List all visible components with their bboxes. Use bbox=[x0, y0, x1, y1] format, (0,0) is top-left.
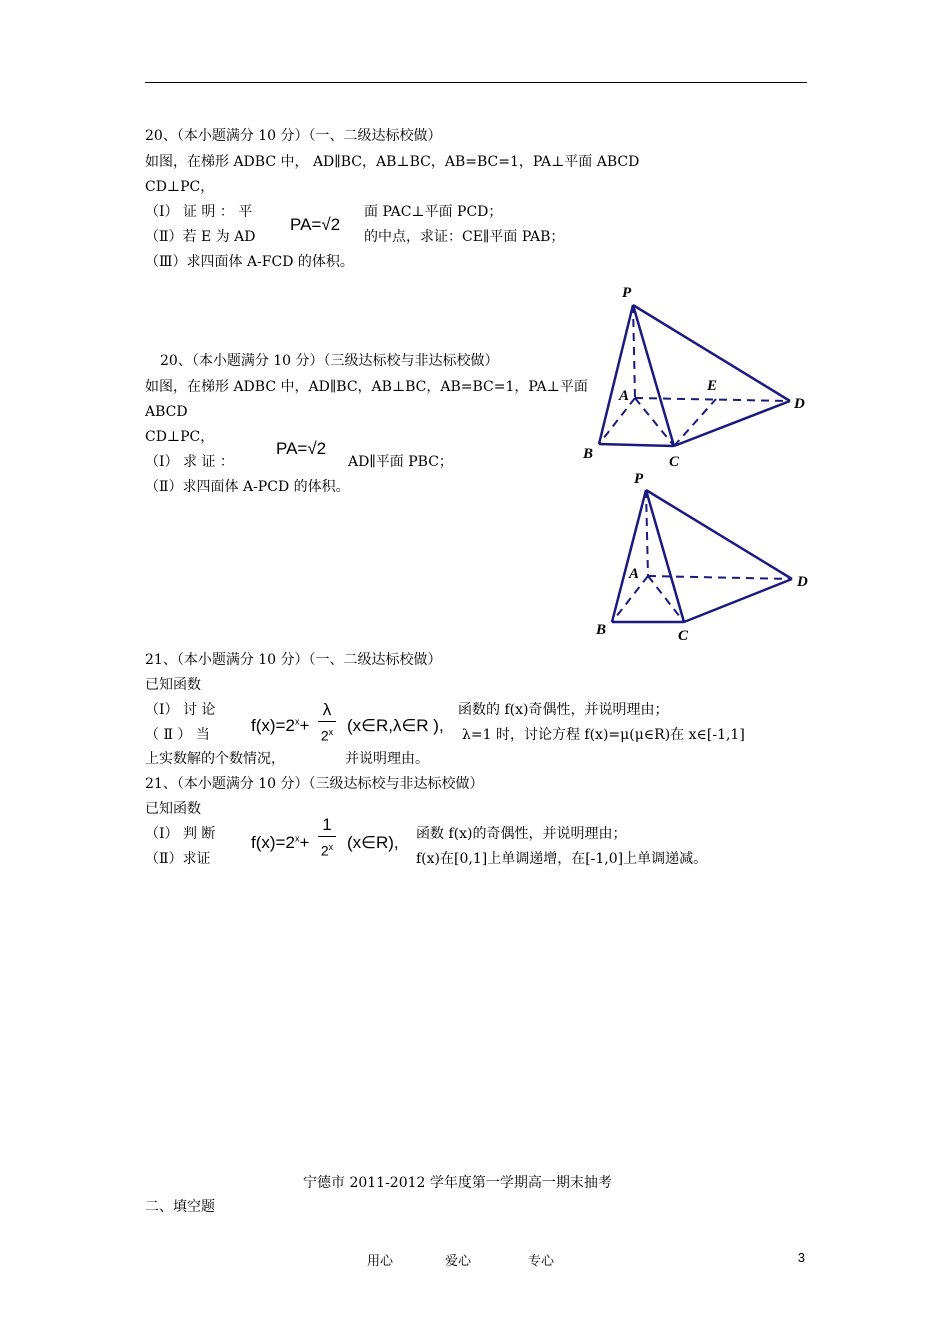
q20b-line2: CD⊥PC， bbox=[145, 429, 215, 445]
q21a-domain: (x∈R,λ∈R ), bbox=[347, 716, 444, 735]
q21b-formula: $f(x)=2^x+$ bbox=[251, 833, 310, 852]
pyramid-figure-2 bbox=[590, 468, 820, 648]
q21b-domain: (x∈R), bbox=[347, 833, 399, 852]
fig2-label-c: C bbox=[678, 628, 689, 644]
fig2-label-b: B bbox=[596, 622, 607, 638]
q20a-title: 20、（本小题满分 10 分）（一、二级达标校做） bbox=[145, 128, 442, 144]
header-rule bbox=[145, 82, 807, 83]
fig1-label-a: A bbox=[619, 388, 630, 404]
footer-word-3: 专心 bbox=[528, 1254, 555, 1269]
q20a-line1: 如图，在梯形 ADBC 中， AD∥BC，AB⊥BC，AB=BC=1，PA⊥平面 ABCD bbox=[145, 154, 640, 170]
fig2-label-d: D bbox=[797, 574, 808, 590]
q21a-title: 21、（本小题满分 10 分）（一、二级达标校做） bbox=[145, 652, 442, 668]
q20a-formula: PA=√2 bbox=[290, 215, 341, 234]
q21a-part1-right: 函数的 f(x)奇偶性，并说明理由； bbox=[458, 702, 669, 718]
footer-word-2: 爱心 bbox=[445, 1254, 472, 1269]
q21a-line1: 已知函数 bbox=[145, 677, 201, 693]
fig1-label-d: D bbox=[794, 396, 805, 412]
footer-word-1: 用心 bbox=[367, 1254, 394, 1269]
fig1-label-c: C bbox=[669, 454, 680, 470]
q21a-part3-left: 上实数解的个数情况， bbox=[145, 751, 285, 767]
q21b-part1-left: （Ⅰ） 判 断 bbox=[145, 826, 216, 842]
exam-title: 宁德市 2011-2012 学年度第一学期高一期末抽考 bbox=[303, 1175, 612, 1191]
q21a-part2-left: （ Ⅱ ） 当 bbox=[145, 727, 210, 743]
q20b-part1-right: AD∥平面 PBC； bbox=[348, 454, 453, 470]
q21b-line1: 已知函数 bbox=[145, 801, 201, 817]
q20a-part2-left: （Ⅱ）若 E 为 AD bbox=[145, 229, 256, 245]
q21b-part2-left: （Ⅱ）求证 bbox=[145, 851, 211, 867]
q20b-line1: 如图，在梯形 ADBC 中，AD∥BC，AB⊥BC，AB=BC=1，PA⊥平面 bbox=[145, 379, 588, 395]
q20b-title: 20、（本小题满分 10 分）（三级达标校与非达标校做） bbox=[160, 353, 499, 369]
q20a-part1-left: （Ⅰ） 证 明 ： 平 bbox=[145, 204, 253, 220]
q21a-formula: $f(x)=2^x+$ bbox=[251, 716, 310, 735]
q20b-line1b: ABCD bbox=[145, 404, 188, 420]
q20b-formula: PA=√2 bbox=[276, 439, 327, 458]
q21b-title: 21、（本小题满分 10 分）（三级达标校与非达标校做） bbox=[145, 776, 484, 792]
q20a-line2: CD⊥PC， bbox=[145, 179, 215, 195]
q21a-part3-right: 并说明理由。 bbox=[345, 751, 429, 767]
q21a-part2-right: λ=1 时，讨论方程 f(x)=μ(μ∈R)在 x∈[-1,1] bbox=[462, 727, 745, 743]
q21b-fraction: 1 2$^x$ bbox=[318, 815, 336, 860]
q20b-part2: （Ⅱ）求四面体 A-PCD 的体积。 bbox=[145, 479, 350, 495]
fig2-label-p: P bbox=[634, 471, 644, 487]
pyramid-figure-1 bbox=[580, 280, 820, 470]
q21b-part2-right: f(x)在[0,1]上单调递增，在[-1,0]上单调递减。 bbox=[416, 851, 708, 867]
fig1-label-e: E bbox=[707, 378, 718, 394]
q21a-part1-left: （Ⅰ） 讨 论 bbox=[145, 702, 216, 718]
q21b-part1-right: 函数 f(x)的奇偶性，并说明理由； bbox=[416, 826, 627, 842]
fig1-label-p: P bbox=[622, 285, 632, 301]
section-heading: 二、填空题 bbox=[145, 1199, 215, 1215]
q20a-part2-right: 的中点，求证：CE∥平面 PAB； bbox=[364, 229, 565, 245]
q20a-part1-right: 面 PAC⊥平面 PCD； bbox=[364, 204, 503, 220]
q21a-fraction: λ 2$^x$ bbox=[318, 700, 336, 745]
fig1-label-b: B bbox=[583, 446, 594, 462]
page-number: 3 bbox=[797, 1250, 805, 1265]
q20b-part1-left: （Ⅰ） 求 证 ： bbox=[145, 454, 234, 470]
fig2-label-a: A bbox=[629, 566, 640, 582]
q20a-part3: （Ⅲ）求四面体 A-FCD 的体积。 bbox=[145, 254, 354, 270]
